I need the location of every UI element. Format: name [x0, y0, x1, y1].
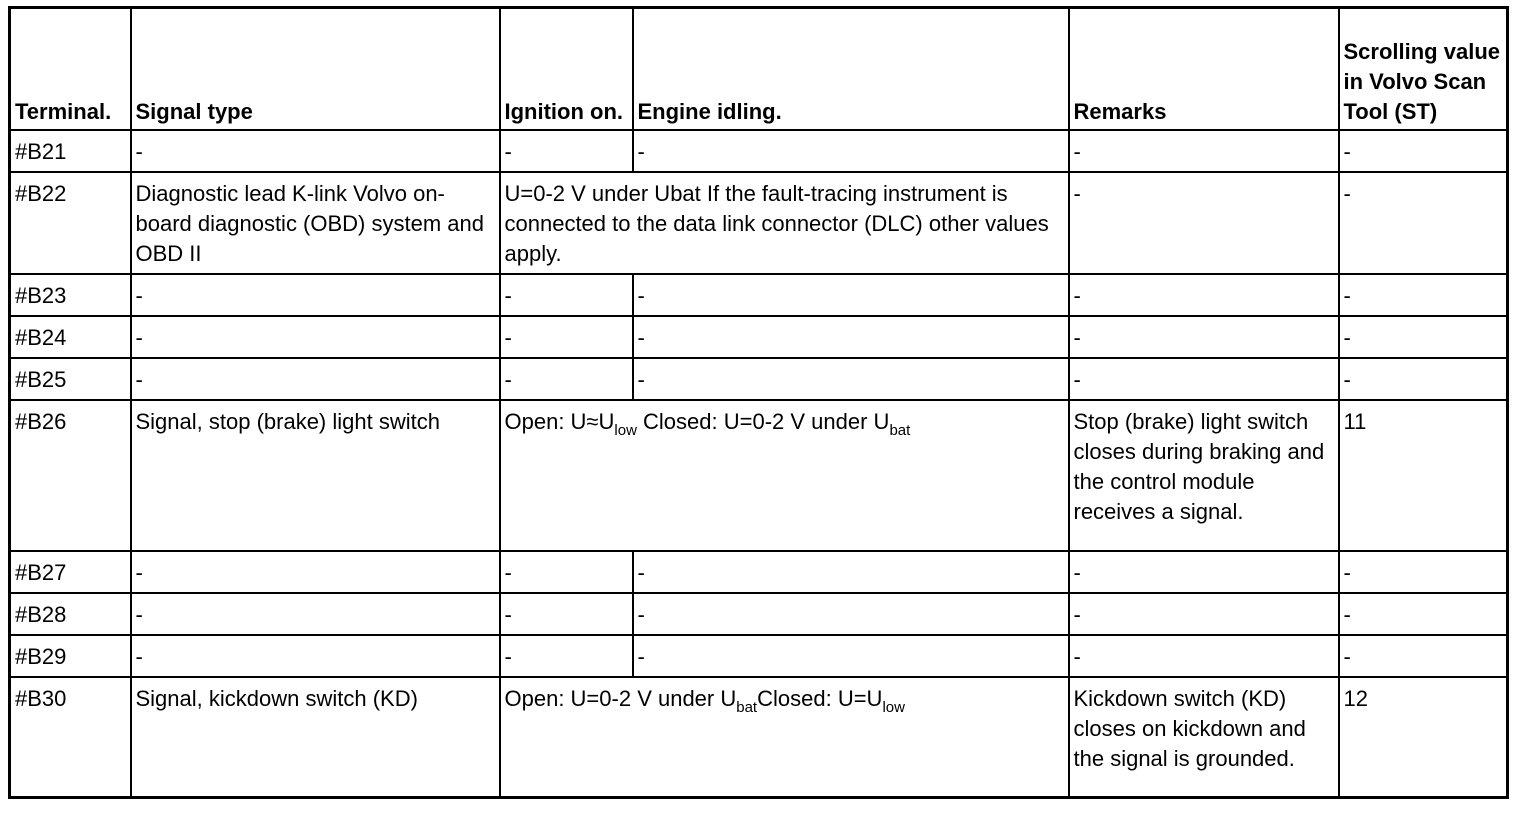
- cell-scan-value: -: [1339, 316, 1508, 358]
- table-row: [10, 172, 1508, 274]
- cell-signal-type: Diagnostic lead K-link Volvo on-board diagnostic (OBD) system and OBD II: [131, 172, 500, 274]
- value-closed-subscript: low: [882, 698, 905, 716]
- cell-remarks: -: [1069, 551, 1339, 593]
- cell-terminal: #B29: [10, 635, 131, 677]
- cell-signal-type: -: [131, 316, 500, 358]
- header-remarks: Remarks: [1069, 8, 1339, 130]
- value-open-text: Open: U=0-2 V under U: [504, 685, 737, 711]
- cell-terminal: #B24: [10, 316, 131, 358]
- cell-scan-value: 12: [1339, 677, 1508, 798]
- cell-engine-idling: -: [633, 635, 1069, 677]
- header-row: [10, 8, 1508, 130]
- header-engine-idling: Engine idling.: [633, 8, 1069, 130]
- cell-terminal: #B26: [10, 400, 131, 551]
- cell-ignition-on: -: [500, 130, 633, 172]
- cell-scan-value: -: [1339, 274, 1508, 316]
- table-row: [10, 316, 1508, 358]
- header-signal-type: Signal type: [131, 8, 500, 130]
- table-row: [10, 358, 1508, 400]
- table-row: [10, 400, 1508, 551]
- cell-scan-value: 11: [1339, 400, 1508, 551]
- cell-scan-value: -: [1339, 130, 1508, 172]
- value-open-text: Open: U≈U: [504, 408, 615, 434]
- cell-signal-type: -: [131, 593, 500, 635]
- cell-engine-idling: -: [633, 130, 1069, 172]
- cell-signal-type: -: [131, 551, 500, 593]
- cell-voltage-value: U=0-2 V under Ubat If the fault-tracing instrument is connected to the data link connector (DLC) other values apply.: [500, 172, 1069, 274]
- cell-terminal: #B25: [10, 358, 131, 400]
- value-open-subscript: low: [614, 421, 637, 439]
- cell-signal-type: -: [131, 274, 500, 316]
- cell-ignition-on: -: [500, 551, 633, 593]
- table-row: [10, 274, 1508, 316]
- cell-remarks: -: [1069, 358, 1339, 400]
- cell-signal-type: -: [131, 635, 500, 677]
- cell-remarks: -: [1069, 130, 1339, 172]
- cell-remarks: -: [1069, 316, 1339, 358]
- cell-engine-idling: -: [633, 593, 1069, 635]
- table-row: [10, 593, 1508, 635]
- cell-engine-idling: -: [633, 316, 1069, 358]
- cell-signal-type: -: [131, 130, 500, 172]
- cell-ignition-on: -: [500, 358, 633, 400]
- table-row: [10, 677, 1508, 798]
- cell-engine-idling: -: [633, 274, 1069, 316]
- cell-ignition-on: -: [500, 274, 633, 316]
- cell-engine-idling: -: [633, 358, 1069, 400]
- cell-engine-idling: -: [633, 551, 1069, 593]
- cell-remarks: -: [1069, 593, 1339, 635]
- value-closed-text: Closed: U=U: [757, 685, 883, 711]
- cell-remarks: -: [1069, 635, 1339, 677]
- cell-voltage-value: [500, 677, 1069, 798]
- cell-remarks: -: [1069, 172, 1339, 274]
- cell-terminal: #B28: [10, 593, 131, 635]
- cell-ignition-on: -: [500, 635, 633, 677]
- cell-terminal: #B30: [10, 677, 131, 798]
- cell-signal-type: Signal, stop (brake) light switch: [131, 400, 500, 551]
- cell-voltage-value: [500, 400, 1069, 551]
- value-open-subscript: bat: [736, 698, 758, 716]
- cell-terminal: #B22: [10, 172, 131, 274]
- table-row: [10, 130, 1508, 172]
- cell-remarks: Kickdown switch (KD) closes on kickdown and the signal is grounded.: [1069, 677, 1339, 798]
- cell-remarks: Stop (brake) light switch closes during braking and the control module receives a signal.: [1069, 400, 1339, 551]
- cell-scan-value: -: [1339, 593, 1508, 635]
- table-row: [10, 551, 1508, 593]
- header-ignition-on: Ignition on.: [500, 8, 633, 130]
- value-closed-subscript: bat: [889, 421, 911, 439]
- cell-ignition-on: -: [500, 593, 633, 635]
- cell-scan-value: -: [1339, 172, 1508, 274]
- cell-signal-type: -: [131, 358, 500, 400]
- cell-ignition-on: -: [500, 316, 633, 358]
- value-closed-text: Closed: U=0-2 V under U: [636, 408, 890, 434]
- cell-scan-value: -: [1339, 635, 1508, 677]
- cell-remarks: -: [1069, 274, 1339, 316]
- cell-scan-value: -: [1339, 551, 1508, 593]
- header-scrolling-value: Scrolling value in Volvo Scan Tool (ST): [1339, 8, 1508, 130]
- cell-terminal: #B27: [10, 551, 131, 593]
- pin-data-table: [8, 6, 1509, 799]
- cell-scan-value: -: [1339, 358, 1508, 400]
- header-terminal: Terminal.: [10, 8, 131, 130]
- cell-terminal: #B21: [10, 130, 131, 172]
- cell-terminal: #B23: [10, 274, 131, 316]
- table-row: [10, 635, 1508, 677]
- cell-signal-type: Signal, kickdown switch (KD): [131, 677, 500, 798]
